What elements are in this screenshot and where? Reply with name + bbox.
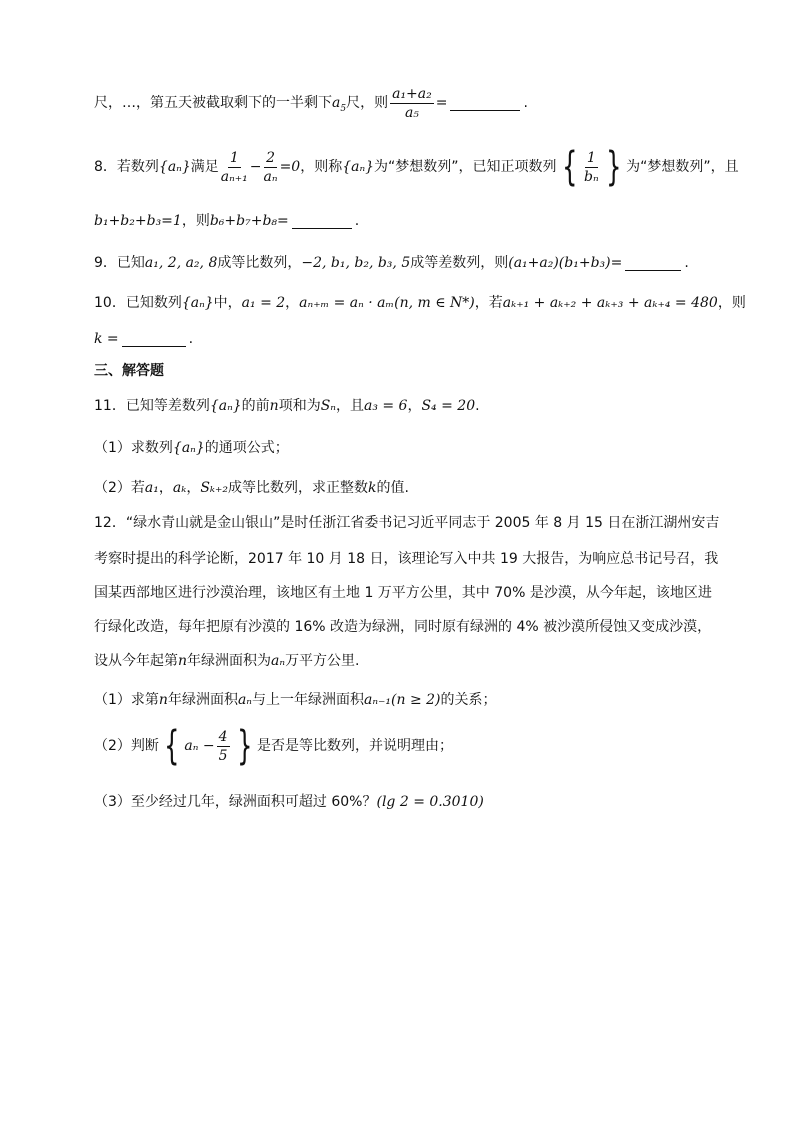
q9-answer-blank[interactable] [625, 256, 681, 271]
q9-seq1: a₁, 2, a₂, 8 [144, 255, 218, 271]
q8-then: ，则 [181, 213, 210, 229]
q7-fraction: $\frac{\text{a₁+a₂}}{\text{a₅}}$ [392, 85, 432, 121]
q12-p1prev: aₙ₋₁ [363, 692, 392, 708]
q10-answer-blank[interactable] [122, 332, 186, 347]
q12-line5 [94, 652, 734, 670]
q8-eq0: =0 [279, 159, 301, 175]
q7-answer-blank[interactable] [450, 96, 520, 111]
q8-sum2: b₆+b₇+b₈= [209, 213, 289, 229]
q11-p2a: （2）若 [94, 480, 145, 496]
q7-equals: = [435, 95, 448, 111]
q12-l5c: 万平方公里. [285, 653, 360, 669]
q12-p3b: (lg 2 = 0.3010) [376, 794, 484, 810]
q8-lbrace: { [561, 144, 577, 190]
q11-stem-b: 的前 [241, 398, 270, 414]
q10-cond: (n, m ∈ N*) [394, 295, 475, 311]
q12-p2b: 是否是等比数列，并说明理由； [256, 738, 453, 754]
q8-cond: 满足 [190, 159, 219, 175]
q12-p1c: 与上一年绿洲面积 [251, 692, 364, 708]
q10-recurrence: aₙ₊ₘ = aₙ · aₘ [299, 295, 395, 311]
q11-p2e: ， [186, 480, 201, 496]
q12-frac: $\frac{4}{5}$ [218, 728, 228, 764]
q12-part2 [94, 723, 734, 769]
q11-stem-a: 11．已知等差数列 [94, 398, 210, 414]
q10-number: 10．已知数列 [94, 295, 182, 311]
q7-line [94, 86, 734, 120]
q11-sn: Sₙ [320, 398, 336, 414]
q11-p2-k: k [368, 480, 377, 496]
q8-t1: ，则称 [300, 159, 343, 175]
q7-end: . [523, 95, 528, 111]
q12-p1an: aₙ [237, 692, 252, 708]
q8-frac2: $\frac{2}{\text{aₙ}}$ [263, 149, 278, 185]
q11-s4: S₄ = 20 [421, 398, 476, 414]
q8-minus: − [249, 159, 262, 175]
q12-p1n: n [158, 692, 168, 708]
q12-l5a: 设从今年起第 [94, 653, 178, 669]
q8-number: 8．若数列 [94, 159, 159, 175]
q12-p2a: （2）判断 [94, 738, 159, 754]
q8-seq2: {aₙ} [342, 159, 375, 175]
q11-p1a: （1）求数列 [94, 440, 173, 456]
q10-sum: aₖ₊₁ + aₖ₊₂ + aₖ₊₃ + aₖ₊₄ = 480 [502, 295, 718, 311]
q11-p1b: 的通项公式； [204, 440, 289, 456]
q10-comma: ， [285, 295, 300, 311]
q10-t2: ，若 [474, 295, 503, 311]
q10-seq: {aₙ} [181, 295, 214, 311]
q7-text-a: 尺，…，第五天被截取剩下的一半剩下 [94, 95, 332, 111]
q11-part1 [94, 438, 734, 458]
q12-p2an: aₙ − [184, 738, 215, 754]
q10-line2 [94, 330, 734, 348]
q11-stem [94, 396, 734, 416]
q11-stem-f: . [475, 398, 480, 414]
q11-part2 [94, 478, 734, 498]
q12-l5an: aₙ [271, 653, 286, 669]
q11-a3: a₃ = 6 [363, 398, 408, 414]
q10-end: . [188, 331, 194, 347]
q11-stem-c: 项和为 [278, 398, 321, 414]
q11-p2g: 成等比数列，求正整数 [228, 480, 369, 496]
q12-part1 [94, 690, 734, 710]
q11-p2-sk2: Sₖ₊₂ [200, 480, 229, 496]
q12-lbrace: { [164, 723, 180, 769]
q10-a1: a₁ = 2 [241, 295, 286, 311]
q9-seq2: −2, b₁, b₂, b₃, 5 [301, 255, 411, 271]
q8-seq: {aₙ} [158, 159, 191, 175]
q12-p1cond: (n ≥ 2) [391, 692, 441, 708]
q8-t3: 为“梦想数列”，且 [626, 159, 739, 175]
q12-p1a: （1）求第 [94, 692, 159, 708]
q8-line2 [94, 210, 734, 232]
q8-sum1: b₁+b₂+b₃=1 [94, 213, 182, 229]
q10-line1 [94, 292, 746, 314]
q8-end: . [354, 213, 360, 229]
q11-seq: {aₙ} [209, 398, 242, 414]
q12-p1d: 的关系； [440, 692, 497, 708]
q8-line1 [94, 144, 739, 190]
q11-p2-a1: a₁ [144, 480, 159, 496]
q12-part3 [94, 792, 734, 812]
q9-t1: 成等比数列， [217, 255, 302, 271]
q10-t1: 中， [213, 295, 242, 311]
section-heading: 三、解答题 [94, 363, 164, 379]
q10-k: k = [94, 331, 119, 347]
q11-n: n [269, 398, 279, 414]
q7-a5: $a_5$ [332, 95, 347, 114]
q11-stem-d: ，且 [335, 398, 364, 414]
q8-bfrac: $\frac{1}{\text{bₙ}}$ [584, 149, 599, 185]
q12-line4: 行绿化改造，每年把原有沙漠的 16% 改造为绿洲，同时原有绿洲的 4% 被沙漠所侵蚀又变成沙漠， [94, 619, 712, 635]
q11-p2-ak: aₖ [172, 480, 187, 496]
q12-line3: 国某西部地区进行沙漠治理，该地区有土地 1 万平方公里，其中 70% 是沙漠，从今年起，该地区进 [94, 585, 712, 601]
q11-p2i: 的值. [376, 480, 409, 496]
q12-p3a: （3）至少经过几年，绿洲面积可超过 60%？ [94, 794, 377, 810]
q12-l5b: 年绿洲面积为 [187, 653, 272, 669]
q12-p1b: 年绿洲面积 [167, 692, 238, 708]
q10-t3: ，则 [717, 295, 746, 311]
q8-frac1: $\frac{1}{\text{aₙ₊₁}}$ [220, 149, 248, 185]
q8-t2: 为“梦想数列”，已知正项数列 [374, 159, 557, 175]
q9-line [94, 252, 734, 274]
q9-end: . [684, 255, 689, 271]
q9-t2: 成等差数列，则 [410, 255, 509, 271]
q8-answer-blank[interactable] [292, 214, 352, 229]
q11-p2c: ， [158, 480, 173, 496]
q8-rbrace: } [605, 144, 622, 190]
q11-p1-seq: {aₙ} [172, 440, 205, 456]
q9-number: 9．已知 [94, 255, 145, 271]
q7-text-b: 尺，则 [346, 95, 389, 111]
q12-l5n: n [178, 653, 188, 669]
q12-rbrace: } [236, 723, 252, 769]
q11-stem-e: ， [407, 398, 422, 414]
q9-expr: (a₁+a₂)(b₁+b₃)= [508, 255, 623, 271]
q12-line2: 考察时提出的科学论断，2017 年 10 月 18 日，该理论写入中共 19 大报告，为响应总书记号召，我 [94, 551, 719, 567]
q12-line1: 12．“绿水青山就是金山银山”是时任浙江省委书记习近平同志于 2005 年 8 月 15 日在浙江湖州安吉 [94, 515, 720, 531]
